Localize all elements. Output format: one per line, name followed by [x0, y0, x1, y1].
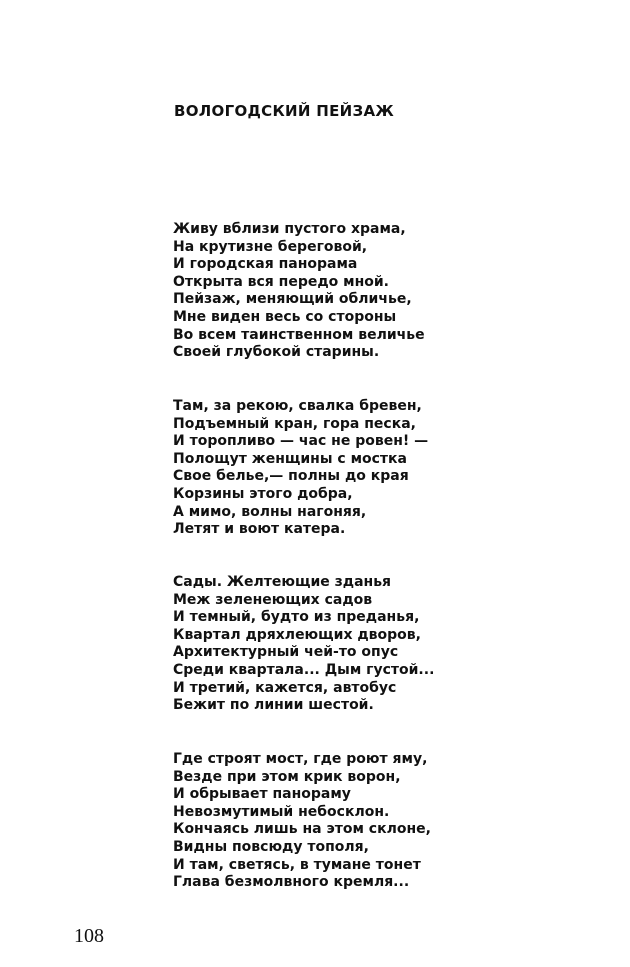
- verse-line: Во всем таинственном величье: [173, 326, 425, 343]
- verse-line: Свое белье,— полны до края: [173, 468, 409, 485]
- verse-line: Меж зеленеющих садов: [173, 591, 373, 608]
- verse-line: Мне виден весь со стороны: [173, 308, 397, 325]
- verse-line: Невозмутимый небосклон.: [173, 803, 390, 820]
- verse-line: Видны повсюду тополя,: [173, 838, 369, 855]
- stanza-2: [173, 398, 428, 539]
- verse-line: Полощут женщины с мостка: [173, 450, 407, 467]
- verse-line: Корзины этого добра,: [173, 485, 353, 502]
- verse-line: Открыта вся передо мной.: [173, 273, 390, 290]
- verse-line: И обрывает панораму: [173, 786, 351, 803]
- verse-line: И городская панорама: [173, 256, 358, 273]
- verse-line: И третий, кажется, автобус: [173, 679, 397, 696]
- verse-line: Там, за рекою, свалка бревен,: [173, 398, 422, 414]
- verse-line: Где строят мост, где роют яму,: [173, 751, 428, 767]
- verse-line: Летят и воют катера.: [173, 521, 346, 538]
- verse-line: А мимо, волны нагоняя,: [173, 503, 367, 520]
- verse-line: Архитектурный чей-то опус: [173, 644, 399, 661]
- stanza-3: [173, 574, 434, 715]
- verse-line: Квартал дряхлеющих дворов,: [173, 626, 421, 643]
- verse-line: Подъемный кран, гора песка,: [173, 415, 416, 432]
- verse-line: На крутизне береговой,: [173, 238, 368, 255]
- verse-line: Живу вблизи пустого храма,: [173, 221, 406, 237]
- poem-title: ВОЛОГОДСКИЙ ПЕЙЗАЖ: [174, 102, 395, 120]
- verse-line: Среди квартала... Дым густой...: [173, 661, 435, 678]
- verse-line: Пейзаж, меняющий обличье,: [173, 291, 412, 308]
- stanza-4: [173, 751, 431, 892]
- page-number: 108: [74, 925, 104, 947]
- verse-line: Сады. Желтеющие зданья: [173, 574, 392, 590]
- verse-line: Бежит по линии шестой.: [173, 697, 374, 714]
- verse-line: И там, светясь, в тумане тонет: [173, 856, 421, 873]
- verse-line: Кончаясь лишь на этом склоне,: [173, 821, 431, 838]
- verse-line: Своей глубокой старины.: [173, 344, 380, 361]
- verse-line: Глава безмолвного кремля...: [173, 874, 410, 891]
- stanza-1: [173, 221, 425, 362]
- verse-line: Везде при этом крик ворон,: [173, 768, 401, 785]
- verse-line: И темный, будто из преданья,: [173, 609, 420, 626]
- verse-line: И торопливо — час не ровен! —: [173, 433, 429, 450]
